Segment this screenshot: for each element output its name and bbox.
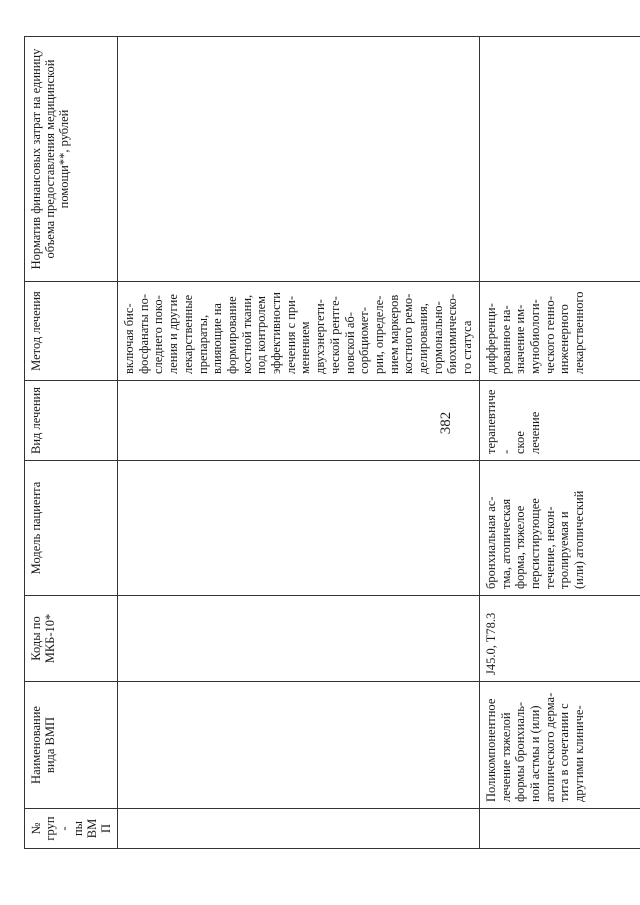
header-treatment-type-text: Вид лечения (29, 387, 43, 454)
cell-icd-codes (118, 596, 480, 682)
header-patient-model (25, 461, 118, 596)
header-treatment-type (25, 381, 118, 461)
page-number: 382 (438, 411, 454, 435)
table-header-row (25, 37, 118, 849)
table-row (479, 37, 640, 849)
cell-vmp-name-text: Поликомпонентное лечение тяжелой формы бронхиаль- ной астмы и (или) атопического дерма- тита в сочетании с другими клиниче- (483, 692, 587, 802)
header-cost-norm-text: Норматив финансовых затрат на единицу объема предоставления медицинской помощи**, рублей (29, 48, 71, 270)
cell-patient-model (118, 461, 480, 596)
cell-treatment-type (118, 381, 480, 461)
table-row (118, 37, 480, 849)
cell-group (118, 809, 480, 849)
header-vmp-name (25, 682, 118, 809)
cell-icd-codes (479, 596, 640, 682)
cell-patient-model-text: бронхиальная ас- тма, атопическая форма, тяжелое персистирующее течение, некон- тролируемая и (или) атопический (483, 490, 587, 589)
cell-icd-codes-text: J45.0, T78.3 (483, 612, 498, 675)
cell-vmp-name (479, 682, 640, 809)
header-vmp-name-text: Наименование вида ВМП (29, 706, 57, 784)
cell-cost-norm (118, 37, 480, 282)
cell-treatment-method (479, 282, 640, 381)
header-icd-codes-text: Коды по МКБ-10* (29, 613, 57, 664)
header-cost-norm (25, 37, 118, 282)
cell-vmp-name (118, 682, 480, 809)
header-icd-codes (25, 596, 118, 682)
header-treatment-method (25, 282, 118, 381)
cell-treatment-method-text: дифференци- рованное на- значение им- мунобиологи- ческого генно- инженерного лекарственного (483, 291, 587, 374)
header-group-number (25, 809, 118, 849)
cell-treatment-method-text: включая бис- фосфанаты по- следнего поко- ления и другие лекарственные препараты, влияющие на формирование костной ткани, под контролем эффективности лечения с при- менением двухэнергети- ческой рентге- новской аб- сорбциомет- рии, определе- нием маркеров костного ремо- делирования, гормонально- биохимическо- го статуса (122, 292, 475, 374)
cell-group (479, 809, 640, 849)
cell-cost-norm (479, 37, 640, 282)
cell-treatment-method (118, 282, 480, 381)
header-treatment-method-text: Метод лечения (29, 291, 43, 371)
rotated-table-container (24, 37, 625, 849)
header-group-number-text: № груп- пы ВМП (29, 816, 113, 841)
vmp-table (24, 36, 640, 849)
cell-treatment-type (479, 381, 640, 461)
cell-treatment-type-text: терапевтиче- ское лечение (483, 389, 542, 454)
cell-patient-model (479, 461, 640, 596)
header-patient-model-text: Модель пациента (29, 481, 43, 575)
